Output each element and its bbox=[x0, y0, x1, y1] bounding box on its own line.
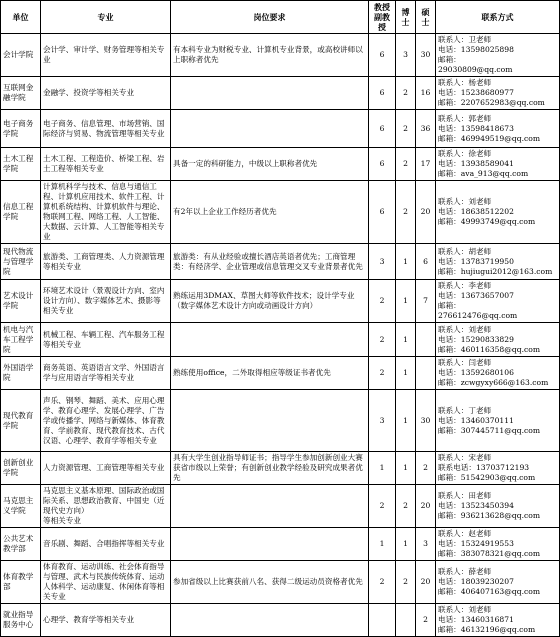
major-cell: 会计学、审计学、财务管理等相关专业 bbox=[41, 34, 171, 77]
phd-cell: 1 bbox=[396, 452, 416, 485]
master-cell: 6 bbox=[416, 244, 436, 280]
major-cell: 电子商务、信息管理、市场营销、国际经济与贸易、物流管理等相关专业 bbox=[41, 110, 171, 148]
phd-cell: 2 bbox=[396, 110, 416, 148]
header-row bbox=[1, 1, 560, 34]
prof-cell: 6 bbox=[369, 77, 396, 110]
master-cell: 16 bbox=[416, 77, 436, 110]
prof-cell: 6 bbox=[369, 148, 396, 181]
master-cell: 20 bbox=[416, 485, 436, 528]
table-row bbox=[1, 280, 560, 323]
master-cell: 17 bbox=[416, 148, 436, 181]
unit-cell: 创新创业学院 bbox=[1, 452, 41, 485]
prof-cell: 1 bbox=[369, 528, 396, 561]
phd-cell: 2 bbox=[396, 148, 416, 181]
major-cell: 马克思主义基本原理、国际政治或国际关系、思想政治教育、中国史（近现代史方向） 等相关专业 bbox=[41, 485, 171, 528]
requirement-cell bbox=[171, 528, 369, 561]
phd-cell: 2 bbox=[396, 77, 416, 110]
unit-cell: 艺术设计学院 bbox=[1, 280, 41, 323]
phd-cell: 1 bbox=[396, 390, 416, 452]
major-cell: 土木工程、工程造价、桥梁工程、岩土工程等相关专业 bbox=[41, 148, 171, 181]
prof-cell bbox=[369, 604, 396, 637]
contact-cell: 联系人：胡老师 电话：13783719950 邮箱：hujiugui2012@163.com bbox=[436, 244, 560, 280]
prof-cell: 2 bbox=[369, 485, 396, 528]
contact-cell: 联系人：杨老师 电话：15238680977 邮箱：2207652983@qq.com bbox=[436, 77, 560, 110]
phd-cell: 2 bbox=[396, 485, 416, 528]
prof-cell: 6 bbox=[369, 110, 396, 148]
major-cell: 环境艺术设计（景观设计方向、室内设计方向）、数字媒体艺术、摄影等相关专业 bbox=[41, 280, 171, 323]
major-cell: 金融学、投资学等相关专业 bbox=[41, 77, 171, 110]
contact-cell: 联系人：薛老师 电话：18039230207 邮箱：406407163@qq.com bbox=[436, 561, 560, 604]
major-cell: 机械工程、车辆工程、汽车服务工程等相关专业 bbox=[41, 323, 171, 357]
table-row bbox=[1, 485, 560, 528]
master-cell bbox=[416, 357, 436, 390]
major-cell: 商务英语、英语语言文学、外国语言学与应用语言学等相关专业 bbox=[41, 357, 171, 390]
prof-cell: 6 bbox=[369, 181, 396, 244]
requirement-cell bbox=[171, 323, 369, 357]
major-cell: 计算机科学与技术、信息与通信工程、计算机应用技术、软件工程、计算机系统结构、计算机软件与理论、物联网工程、网络工程、人工智能、大数据、云计算、人工智能等相关专业 bbox=[41, 181, 171, 244]
table-row bbox=[1, 528, 560, 561]
master-cell: 20 bbox=[416, 181, 436, 244]
unit-cell: 会计学院 bbox=[1, 34, 41, 77]
prof-cell: 3 bbox=[369, 390, 396, 452]
phd-cell: 1 bbox=[396, 528, 416, 561]
phd-cell: 2 bbox=[396, 561, 416, 604]
contact-cell: 联系人：赵老师 电话：15324919553 邮箱：383078321@qq.com bbox=[436, 528, 560, 561]
header-major: 专业 bbox=[41, 1, 171, 34]
master-cell: 2 bbox=[416, 604, 436, 637]
table-row bbox=[1, 181, 560, 244]
header-requirement: 岗位要求 bbox=[171, 1, 369, 34]
requirement-cell bbox=[171, 110, 369, 148]
table-row bbox=[1, 34, 560, 77]
phd-cell: 1 bbox=[396, 280, 416, 323]
major-cell: 人力资源管理、工商管理等相关专业 bbox=[41, 452, 171, 485]
table-row bbox=[1, 148, 560, 181]
master-cell bbox=[416, 323, 436, 357]
contact-cell: 联系人：刘老师 电话：18638512202 邮箱：49993749@qq.com bbox=[436, 181, 560, 244]
master-cell: 30 bbox=[416, 390, 436, 452]
contact-cell: 联系人：刘老师 电话：15290833829 邮箱：460116358@qq.com bbox=[436, 323, 560, 357]
phd-cell: 3 bbox=[396, 34, 416, 77]
table-row bbox=[1, 77, 560, 110]
requirement-cell: 具备一定的科研能力，中级以上职称者优先 bbox=[171, 148, 369, 181]
header-master: 硕士 bbox=[416, 1, 436, 34]
table-row bbox=[1, 244, 560, 280]
requirement-cell: 有本科专业为财税专业、计算机专业背景，或高校讲师以上职称者优先 bbox=[171, 34, 369, 77]
unit-cell: 公共艺术教学部 bbox=[1, 528, 41, 561]
requirement-cell: 有2年以上企业工作经历者优先 bbox=[171, 181, 369, 244]
table-row bbox=[1, 110, 560, 148]
requirement-cell: 旅游类：有从业经验或擅长酒店英语者优先；工商管理类：有经济学、企业管理或信息管理交叉专业背景者优先 bbox=[171, 244, 369, 280]
unit-cell: 就业指导服务中心 bbox=[1, 604, 41, 637]
major-cell: 心理学、教育学等相关专业 bbox=[41, 604, 171, 637]
table-row bbox=[1, 323, 560, 357]
requirement-cell bbox=[171, 390, 369, 452]
unit-cell: 信息工程学院 bbox=[1, 181, 41, 244]
master-cell: 7 bbox=[416, 280, 436, 323]
unit-cell: 体育教学部 bbox=[1, 561, 41, 604]
phd-cell: 1 bbox=[396, 323, 416, 357]
requirement-cell bbox=[171, 604, 369, 637]
major-cell: 旅游类、工商管理类、人力资源管理等相关专业 bbox=[41, 244, 171, 280]
major-cell: 体育教育、运动训练、社会体育指导与管理、武术与民族传统体育、运动人体科学、运动康复、休闲体育等相关专业 bbox=[41, 561, 171, 604]
table-row bbox=[1, 357, 560, 390]
unit-cell: 现代物流与管理学院 bbox=[1, 244, 41, 280]
requirement-cell: 熟练运用3DMAX、草图大师等软件技术；设计学专业（数字媒体艺术设计方向或动画设计方向） bbox=[171, 280, 369, 323]
master-cell: 36 bbox=[416, 110, 436, 148]
prof-cell: 2 bbox=[369, 280, 396, 323]
unit-cell: 外国语学院 bbox=[1, 357, 41, 390]
phd-cell: 2 bbox=[396, 181, 416, 244]
requirement-cell bbox=[171, 485, 369, 528]
contact-cell: 联系人：丁老师 电话：13460370111 邮箱：307445711@qq.com bbox=[436, 390, 560, 452]
unit-cell: 现代教育学院 bbox=[1, 390, 41, 452]
master-cell: 30 bbox=[416, 34, 436, 77]
prof-cell: 2 bbox=[369, 561, 396, 604]
contact-cell: 联系人：刘老师 电话：13460316871 邮箱：46132196@qq.com bbox=[436, 604, 560, 637]
master-cell: 3 bbox=[416, 528, 436, 561]
header-contact: 联系方式 bbox=[436, 1, 560, 34]
table-row bbox=[1, 604, 560, 637]
contact-cell: 联系人：闫老师 电话：13592680106 邮箱：zcwgyxy666@163.com bbox=[436, 357, 560, 390]
unit-cell: 机电与汽车工程学院 bbox=[1, 323, 41, 357]
prof-cell: 2 bbox=[369, 323, 396, 357]
phd-cell bbox=[396, 604, 416, 637]
prof-cell: 1 bbox=[369, 452, 396, 485]
header-prof: 教授副教授 bbox=[369, 1, 396, 34]
unit-cell: 电子商务学院 bbox=[1, 110, 41, 148]
contact-cell: 联系人：郭老师 电话：13598418673 邮箱：469949519@qq.com bbox=[436, 110, 560, 148]
requirement-cell: 参加省级以上比赛获前八名、获得二级运动员资格者优先 bbox=[171, 561, 369, 604]
prof-cell: 3 bbox=[369, 244, 396, 280]
master-cell: 2 bbox=[416, 452, 436, 485]
requirement-cell: 具有大学生创业指导师证书；指导学生参加创新创业大赛获省市级以上荣誉；有创新创业教学经验及研究成果者优先 bbox=[171, 452, 369, 485]
table-row bbox=[1, 561, 560, 604]
header-unit: 单位 bbox=[1, 1, 41, 34]
unit-cell: 互联网金融学院 bbox=[1, 77, 41, 110]
table-row bbox=[1, 390, 560, 452]
contact-cell: 联系人：宋老师 联系电话：13703712193 邮箱：51542903@qq.com bbox=[436, 452, 560, 485]
major-cell: 声乐、钢琴、舞蹈、美术、应用心理学、教育心理学、发展心理学、广告学或传播学、网络与新媒体、体育教育、学前教育、现代教育技术、古代汉语、心理学、教育学等相关专业 bbox=[41, 390, 171, 452]
prof-cell: 6 bbox=[369, 34, 396, 77]
phd-cell: 1 bbox=[396, 244, 416, 280]
table-row bbox=[1, 452, 560, 485]
contact-cell: 联系人：卫老师 电话：13598025898 邮箱： 29030809@qq.com bbox=[436, 34, 560, 77]
unit-cell: 马克思主义学院 bbox=[1, 485, 41, 528]
requirement-cell: 熟练使用office，二外取得相应等级证书者优先 bbox=[171, 357, 369, 390]
contact-cell: 联系人：李老师 电话：13673657007 邮箱： 276612476@qq.com bbox=[436, 280, 560, 323]
prof-cell: 2 bbox=[369, 357, 396, 390]
phd-cell: 1 bbox=[396, 357, 416, 390]
header-phd: 博士 bbox=[396, 1, 416, 34]
requirement-cell bbox=[171, 77, 369, 110]
contact-cell: 联系人：田老师 电话：13523450394 邮箱：936213628@qq.com bbox=[436, 485, 560, 528]
unit-cell: 土木工程学院 bbox=[1, 148, 41, 181]
contact-cell: 联系人：徐老师 电话：13938589041 邮箱：ava_913@qq.com bbox=[436, 148, 560, 181]
major-cell: 音乐剧、舞蹈、合唱指挥等相关专业 bbox=[41, 528, 171, 561]
master-cell: 20 bbox=[416, 561, 436, 604]
